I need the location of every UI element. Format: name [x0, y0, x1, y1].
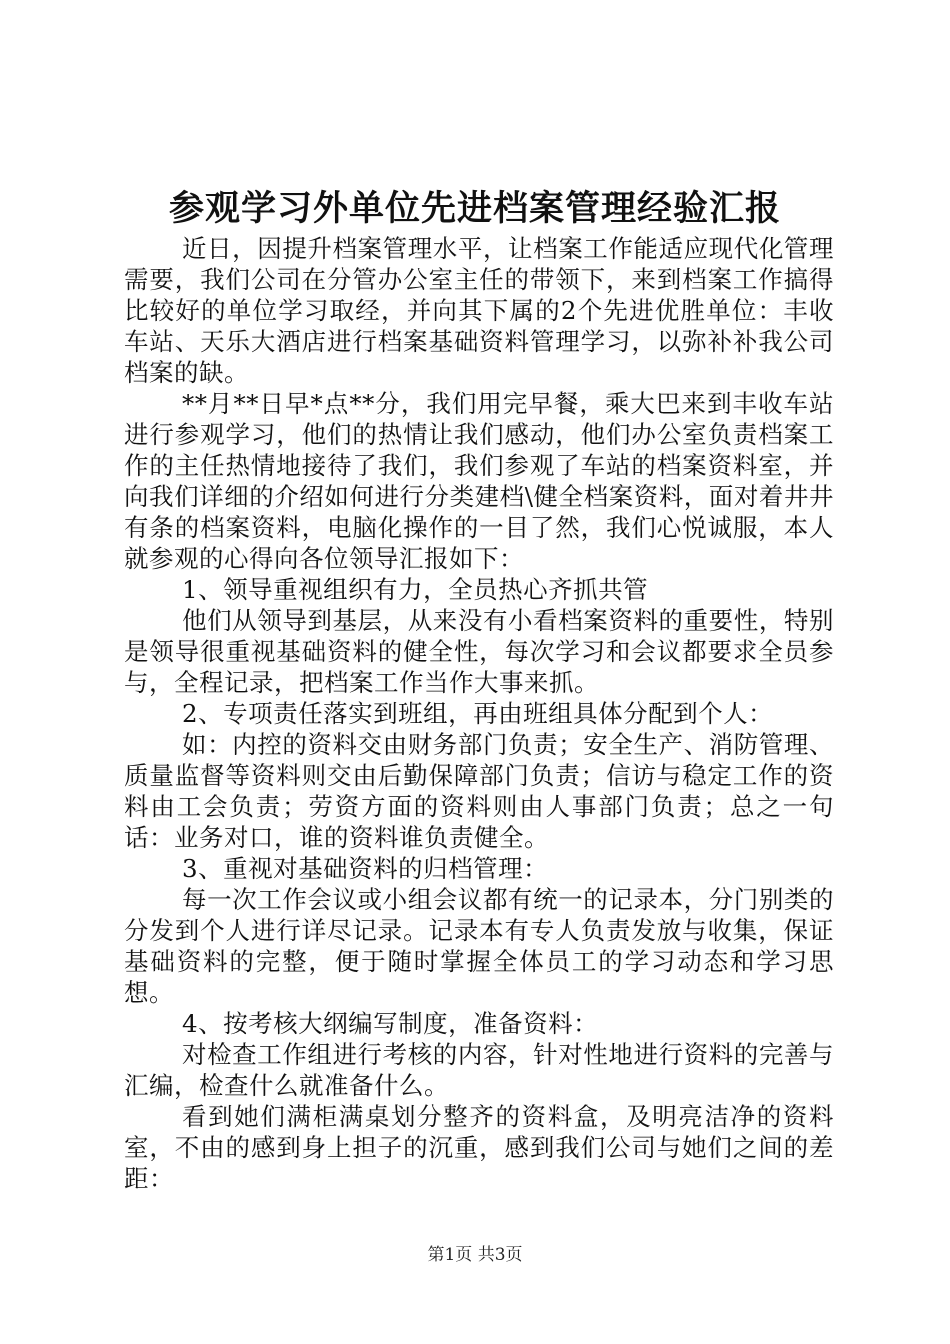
section-heading-2: 2、专项责任落实到班组，再由班组具体分配到个人：: [182, 699, 774, 728]
section-heading-3: 3、重视对基础资料的归档管理：: [182, 854, 549, 883]
document-title: 参观学习外单位先进档案管理经验汇报: [168, 188, 781, 229]
paragraph-section-4: 对检查工作组进行考核的内容，针对性地进行资料的完善与汇编，检查什么就准备什么。: [124, 1040, 834, 1100]
section-heading-4: 4、按考核大纲编写制度，准备资料：: [182, 1009, 599, 1038]
document-body: [124, 233, 834, 1194]
section-heading-1: 1、领导重视组织有力，全员热心齐抓共管: [182, 575, 649, 604]
paragraph-visit: **月**日早*点**分，我们用完早餐，乘大巴来到丰收车站进行参观学习，他们的热情让我们感动，他们办公室负责档案工作的主任热情地接待了我们，我们参观了车站的档案资料室，并向我们详细的介绍如何进行分类建档\健全档案资料，面对着井井有条的档案资料，电脑化操作的一目了然，我们心悦诚服，本人就参观的心得向各位领导汇报如下：: [124, 389, 834, 573]
paragraph-section-3: 每一次工作会议或小组会议都有统一的记录本，分门别类的分发到个人进行详尽记录。记录本有专人负责发放与收集，保证基础资料的完整，便于随时掌握全体员工的学习动态和学习思想。: [124, 885, 834, 1007]
paragraph-section-2: 如：内控的资料交由财务部门负责；安全生产、消防管理、质量监督等资料则交由后勤保障部门负责；信访与稳定工作的资料由工会负责；劳资方面的资料则由人事部门负责；总之一句话：业务对口，谁的资料谁负责健全。: [124, 730, 834, 852]
page-number-footer: 第1页 共3页: [427, 1245, 523, 1265]
paragraph-section-1: 他们从领导到基层，从来没有小看档案资料的重要性，特别是领导很重视基础资料的健全性，每次学习和会议都要求全员参与，全程记录，把档案工作当作大事来抓。: [124, 606, 834, 697]
paragraph-reflection: 看到她们满柜满桌划分整齐的资料盒，及明亮洁净的资料室，不由的感到身上担子的沉重，感到我们公司与她们之间的差距：: [124, 1102, 834, 1193]
paragraph-intro: 近日，因提升档案管理水平，让档案工作能适应现代化管理需要，我们公司在分管办公室主任的带领下，来到档案工作搞得比较好的单位学习取经，并向其下属的2个先进优胜单位：丰收车站、天乐大酒店进行档案基础资料管理学习，以弥补补我公司档案的缺。: [124, 234, 834, 387]
